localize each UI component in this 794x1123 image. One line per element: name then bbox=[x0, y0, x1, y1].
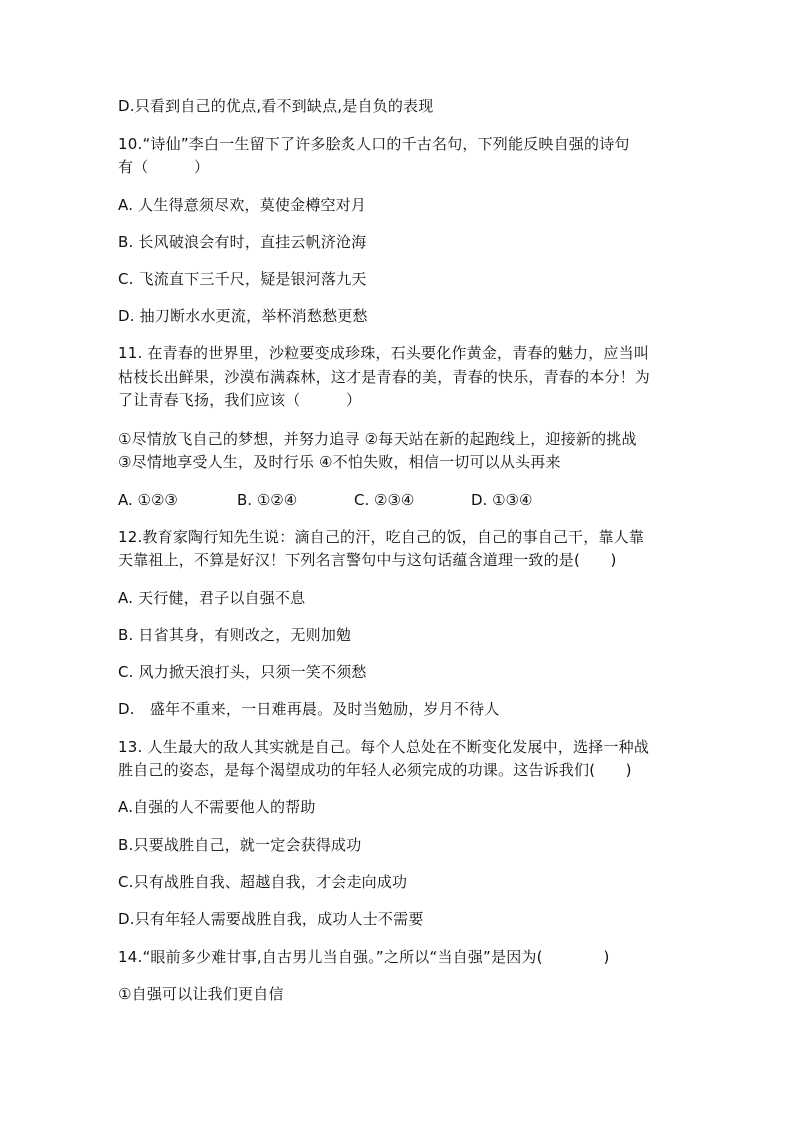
q13-option-c: C.只有战胜自我、超越自我，才会走向成功 bbox=[118, 873, 408, 891]
q13-option-d: D.只有年轻人需要战胜自我，成功人士不需要 bbox=[118, 910, 424, 928]
q10-option-c: C. 飞流直下三千尺，疑是银河落九天 bbox=[118, 270, 367, 288]
q14-statement-1: ①自强可以让我们更自信 bbox=[118, 985, 284, 1003]
q11-stem-line-3: 了让青春飞扬，我们应该（ ） bbox=[118, 391, 362, 409]
q11-statements-line-1: ①尽情放飞自己的梦想，并努力追寻 ②每天站在新的起跑线上，迎接新的挑战 bbox=[118, 430, 637, 448]
q13-option-b: B.只要战胜自己，就一定会获得成功 bbox=[118, 836, 362, 854]
q11-options bbox=[118, 489, 678, 511]
q10-stem-line-2: 有（ ） bbox=[118, 158, 210, 176]
q12-option-d: D. 盛年不重来，一日难再晨。及时当勉励，岁月不待人 bbox=[118, 700, 500, 718]
q10-stem-line-1: 10.“诗仙”李白一生留下了许多脍炙人口的千古名句，下列能反映自强的诗句 bbox=[118, 135, 630, 153]
q11-option-c: C. ②③④ bbox=[354, 491, 415, 509]
q12-option-a: A. 天行健，君子以自强不息 bbox=[118, 589, 306, 607]
q12-stem-line-2: 天靠祖上，不算是好汉！下列名言警句中与这句话蕴含道理一致的是( ) bbox=[118, 551, 617, 569]
q12-stem-line-1: 12.教育家陶行知先生说：滴自己的汗，吃自己的饭，自己的事自己干，靠人靠 bbox=[118, 528, 645, 546]
q12-option-c: C. 风力掀天浪打头，只须一笑不须愁 bbox=[118, 663, 367, 681]
q14-stem: 14.“眼前多少难甘事,自古男儿当自强。”之所以“当自强”是因为( ) bbox=[118, 948, 610, 966]
q11-option-a: A. ①②③ bbox=[118, 491, 178, 509]
q11-stem-line-1: 11. 在青春的世界里，沙粒要变成珍珠，石头要化作黄金，青春的魅力，应当叫 bbox=[118, 344, 650, 362]
q11-option-d: D. ①③④ bbox=[471, 491, 533, 509]
q13-option-a: A.自强的人不需要他人的帮助 bbox=[118, 798, 316, 816]
q12-option-b: B. 日省其身，有则改之，无则加勉 bbox=[118, 626, 352, 644]
q11-option-b: B. ①②④ bbox=[237, 491, 298, 509]
q11-statements-line-2: ③尽情地享受人生，及时行乐 ④不怕失败，相信一切可以从头再来 bbox=[118, 453, 561, 471]
q11-stem-line-2: 枯枝长出鲜果，沙漠布满森林，这才是青春的美，青春的快乐，青春的本分！为 bbox=[118, 368, 651, 386]
q10-option-d: D. 抽刀断水水更流，举杯消愁愁更愁 bbox=[118, 307, 368, 325]
q13-stem-line-1: 13. 人生最大的敌人其实就是自己。每个人总处在不断变化发展中，选择一种战 bbox=[118, 738, 650, 756]
q13-stem-line-2: 胜自己的姿态，是每个渴望成功的年轻人必须完成的功课。这告诉我们( ) bbox=[118, 761, 632, 779]
q9-option-d: D.只看到自己的优点,看不到缺点,是自负的表现 bbox=[118, 97, 434, 115]
q10-option-a: A. 人生得意须尽欢，莫使金樽空对月 bbox=[118, 196, 367, 214]
q10-option-b: B. 长风破浪会有时，直挂云帆济沧海 bbox=[118, 233, 367, 251]
